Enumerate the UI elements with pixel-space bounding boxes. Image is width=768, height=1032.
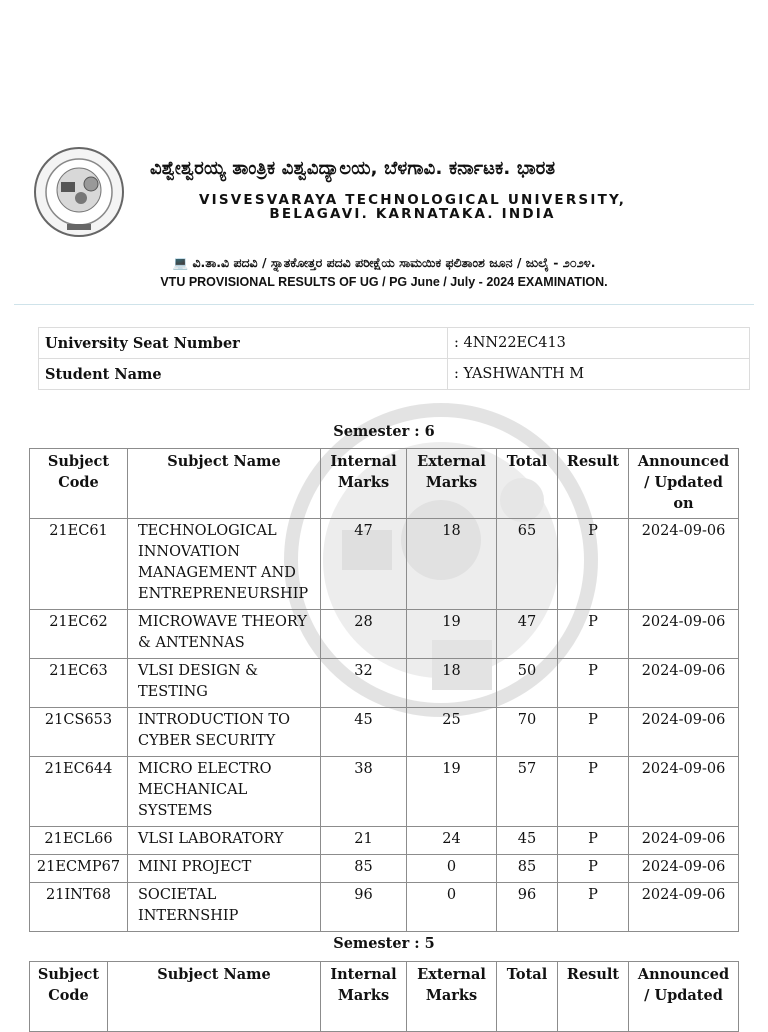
internal-marks: 45	[321, 708, 407, 757]
result: P	[558, 757, 629, 827]
subject-code: 21CS653	[30, 708, 128, 757]
announced-date: 2024-09-06	[629, 757, 739, 827]
subject-name: MINI PROJECT	[128, 855, 321, 883]
computer-icon: 💻	[172, 255, 189, 270]
col-external-marks: External Marks	[407, 449, 497, 519]
col-announced: Announced / Updated on	[629, 449, 739, 519]
col-announced: Announced / Updated	[629, 962, 739, 1032]
col-subject-name: Subject Name	[128, 449, 321, 519]
student-name-row	[39, 359, 750, 390]
internal-marks: 38	[321, 757, 407, 827]
announced-date: 2024-09-06	[629, 659, 739, 708]
announced-date: 2024-09-06	[629, 519, 739, 610]
subject-code: 21EC61	[30, 519, 128, 610]
kannada-subtitle: 💻 ವಿ.ತಾ.ವಿ ಪದವಿ / ಸ್ನಾತಕೋತ್ತರ ಪದವಿ ಪರೀಕ್ಷೆಯ ಸಾಮಯಿಕ ಫಲಿತಾಂಶ ಜೂನ / ಜುಲೈ - ೨೦೨೪.	[172, 255, 596, 270]
announced-date: 2024-09-06	[629, 855, 739, 883]
seat-number-row	[39, 328, 750, 359]
subject-name: SOCIETAL INTERNSHIP	[128, 883, 321, 932]
semester-6-table	[29, 448, 739, 932]
student-info-table	[38, 327, 750, 390]
col-result: Result	[558, 962, 629, 1032]
total-marks: 45	[497, 827, 558, 855]
result: P	[558, 708, 629, 757]
university-logo	[33, 146, 125, 238]
total-marks: 70	[497, 708, 558, 757]
subject-name: VLSI LABORATORY	[128, 827, 321, 855]
internal-marks: 21	[321, 827, 407, 855]
total-marks: 96	[497, 883, 558, 932]
semester-5-title: Semester : 5	[333, 935, 435, 952]
semester-5-table	[29, 961, 739, 1032]
col-subject-code: Subject Code	[30, 449, 128, 519]
result: P	[558, 827, 629, 855]
total-marks: 85	[497, 855, 558, 883]
english-title-line1: VISVESVARAYA TECHNOLOGICAL UNIVERSITY,	[198, 192, 627, 208]
table-row	[30, 855, 739, 883]
result: P	[558, 883, 629, 932]
col-total: Total	[497, 449, 558, 519]
subject-code: 21ECMP67	[30, 855, 128, 883]
semester-6-title: Semester : 6	[333, 423, 435, 440]
table-row	[30, 610, 739, 659]
table-row	[30, 708, 739, 757]
internal-marks: 96	[321, 883, 407, 932]
total-marks: 47	[497, 610, 558, 659]
subject-name: INTRODUCTION TO CYBER SECURITY	[128, 708, 321, 757]
external-marks: 0	[407, 883, 497, 932]
semester-5-header-row	[30, 962, 739, 1032]
announced-date: 2024-09-06	[629, 827, 739, 855]
subject-code: 21EC644	[30, 757, 128, 827]
total-marks: 57	[497, 757, 558, 827]
student-name-label: Student Name	[39, 359, 448, 390]
table-row	[30, 659, 739, 708]
internal-marks: 47	[321, 519, 407, 610]
result: P	[558, 519, 629, 610]
seat-number-value: : 4NN22EC413	[448, 328, 750, 359]
external-marks: 18	[407, 659, 497, 708]
table-row	[30, 519, 739, 610]
announced-date: 2024-09-06	[629, 883, 739, 932]
subject-code: 21ECL66	[30, 827, 128, 855]
semester-6-header-row	[30, 449, 739, 519]
english-subtitle: VTU PROVISIONAL RESULTS OF UG / PG June / July - 2024 EXAMINATION.	[160, 275, 608, 289]
table-row	[30, 827, 739, 855]
internal-marks: 28	[321, 610, 407, 659]
result: P	[558, 659, 629, 708]
header-divider	[14, 304, 754, 305]
english-university-title	[140, 193, 685, 221]
subject-code: 21EC62	[30, 610, 128, 659]
col-subject-code: Subject Code	[30, 962, 108, 1032]
total-marks: 50	[497, 659, 558, 708]
col-internal-marks: Internal Marks	[321, 449, 407, 519]
english-title-line2: BELAGAVI. KARNATAKA. INDIA	[269, 206, 556, 222]
col-total: Total	[497, 962, 558, 1032]
subject-name: MICROWAVE THEORY & ANTENNAS	[128, 610, 321, 659]
student-name-value: : YASHWANTH M	[448, 359, 750, 390]
result: P	[558, 610, 629, 659]
table-row	[30, 883, 739, 932]
announced-date: 2024-09-06	[629, 610, 739, 659]
col-external-marks: External Marks	[407, 962, 497, 1032]
internal-marks: 85	[321, 855, 407, 883]
subject-name: VLSI DESIGN & TESTING	[128, 659, 321, 708]
col-result: Result	[558, 449, 629, 519]
seat-number-label: University Seat Number	[39, 328, 448, 359]
external-marks: 0	[407, 855, 497, 883]
subject-name: TECHNOLOGICAL INNOVATION MANAGEMENT AND ENTREPRENEURSHIP	[128, 519, 321, 610]
external-marks: 19	[407, 610, 497, 659]
col-internal-marks: Internal Marks	[321, 962, 407, 1032]
subject-code: 21INT68	[30, 883, 128, 932]
external-marks: 25	[407, 708, 497, 757]
subject-name: MICRO ELECTRO MECHANICAL SYSTEMS	[128, 757, 321, 827]
kannada-university-title: ವಿಶ್ವೇಶ್ವರಯ್ಯ ತಾಂತ್ರಿಕ ವಿಶ್ವವಿದ್ಯಾಲಯ, ಬೆಳಗಾವಿ. ಕರ್ನಾಟಕ. ಭಾರತ	[150, 158, 556, 179]
total-marks: 65	[497, 519, 558, 610]
subject-code: 21EC63	[30, 659, 128, 708]
external-marks: 18	[407, 519, 497, 610]
table-row	[30, 757, 739, 827]
internal-marks: 32	[321, 659, 407, 708]
external-marks: 24	[407, 827, 497, 855]
col-subject-name: Subject Name	[108, 962, 321, 1032]
external-marks: 19	[407, 757, 497, 827]
announced-date: 2024-09-06	[629, 708, 739, 757]
result: P	[558, 855, 629, 883]
